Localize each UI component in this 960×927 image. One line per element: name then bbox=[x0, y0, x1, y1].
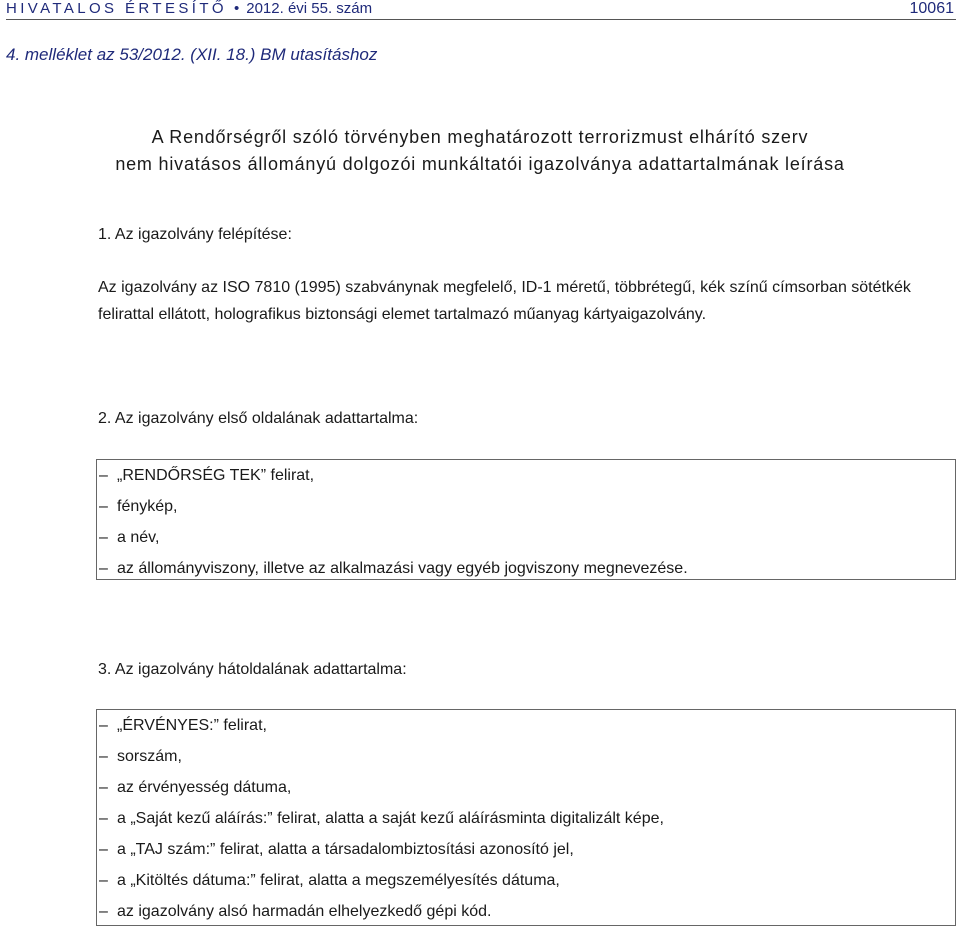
dash-bullet: – bbox=[99, 498, 108, 515]
dash-bullet: – bbox=[99, 872, 108, 889]
list-item: – „ÉRVÉNYES:” felirat, bbox=[97, 710, 955, 741]
list-item: – a „TAJ szám:” felirat, alatta a társadalombiztosítási azonosító jel, bbox=[97, 834, 955, 865]
gazette-name: HIVATALOS ÉRTESÍTŐ bbox=[6, 0, 227, 17]
bullet-icon: • bbox=[233, 0, 240, 17]
list-item: – a „Kitöltés dátuma:” felirat, alatta a megszemélyesítés dátuma, bbox=[97, 865, 955, 896]
dash-bullet: – bbox=[99, 717, 108, 734]
document-title bbox=[0, 124, 960, 178]
title-line-2: nem hivatásos állományú dolgozói munkáltatói igazolványa adattartalmának leírása bbox=[115, 154, 845, 174]
list-item: – a név, bbox=[97, 522, 955, 553]
list-item: – az állományviszony, illetve az alkalmazási vagy egyéb jogviszony megnevezése. bbox=[97, 553, 955, 584]
issue-number: 2012. évi 55. szám bbox=[246, 0, 373, 17]
page-header bbox=[6, 0, 956, 20]
dash-bullet: – bbox=[99, 560, 108, 577]
section-1-line-2: felirattal ellátott, holografikus biztonsági elemet tartalmazó műanyag kártyaigazolvány. bbox=[98, 306, 707, 323]
section-3-list bbox=[97, 710, 955, 927]
list-item: – fénykép, bbox=[97, 491, 955, 522]
section-2-list bbox=[97, 460, 955, 584]
list-item: – a „Saját kezű aláírás:” felirat, alatta a saját kezű aláírásminta digitalizált képe, bbox=[97, 803, 955, 834]
page-number: 10061 bbox=[909, 0, 954, 17]
dash-bullet: – bbox=[99, 903, 108, 920]
section-1-heading: 1. Az igazolvány felépítése: bbox=[98, 226, 292, 243]
section-2-heading: 2. Az igazolvány első oldalának adattartalma: bbox=[98, 410, 419, 427]
section-3-box bbox=[96, 709, 956, 926]
section-1-paragraph bbox=[98, 274, 958, 328]
dash-bullet: – bbox=[99, 810, 108, 827]
list-item: – „RENDŐRSÉG TEK” felirat, bbox=[97, 460, 955, 491]
dash-bullet: – bbox=[99, 841, 108, 858]
annex-reference: 4. melléklet az 53/2012. (XII. 18.) BM utasításhoz bbox=[6, 45, 378, 64]
list-item: – az igazolvány alsó harmadán elhelyezkedő gépi kód. bbox=[97, 896, 955, 927]
title-line-1: A Rendőrségről szóló törvényben meghatározott terrorizmust elhárító szerv bbox=[151, 127, 809, 147]
list-item: – sorszám, bbox=[97, 741, 955, 772]
dash-bullet: – bbox=[99, 779, 108, 796]
dash-bullet: – bbox=[99, 748, 108, 765]
section-2-box bbox=[96, 459, 956, 580]
section-1-line-1: Az igazolvány az ISO 7810 (1995) szabványnak megfelelő, ID-1 méretű, többrétegű, kék színű címsorban sötétkék bbox=[98, 279, 911, 296]
dash-bullet: – bbox=[99, 529, 108, 546]
section-3-heading: 3. Az igazolvány hátoldalának adattartalma: bbox=[98, 661, 407, 678]
dash-bullet: – bbox=[99, 467, 108, 484]
list-item: – az érvényesség dátuma, bbox=[97, 772, 955, 803]
